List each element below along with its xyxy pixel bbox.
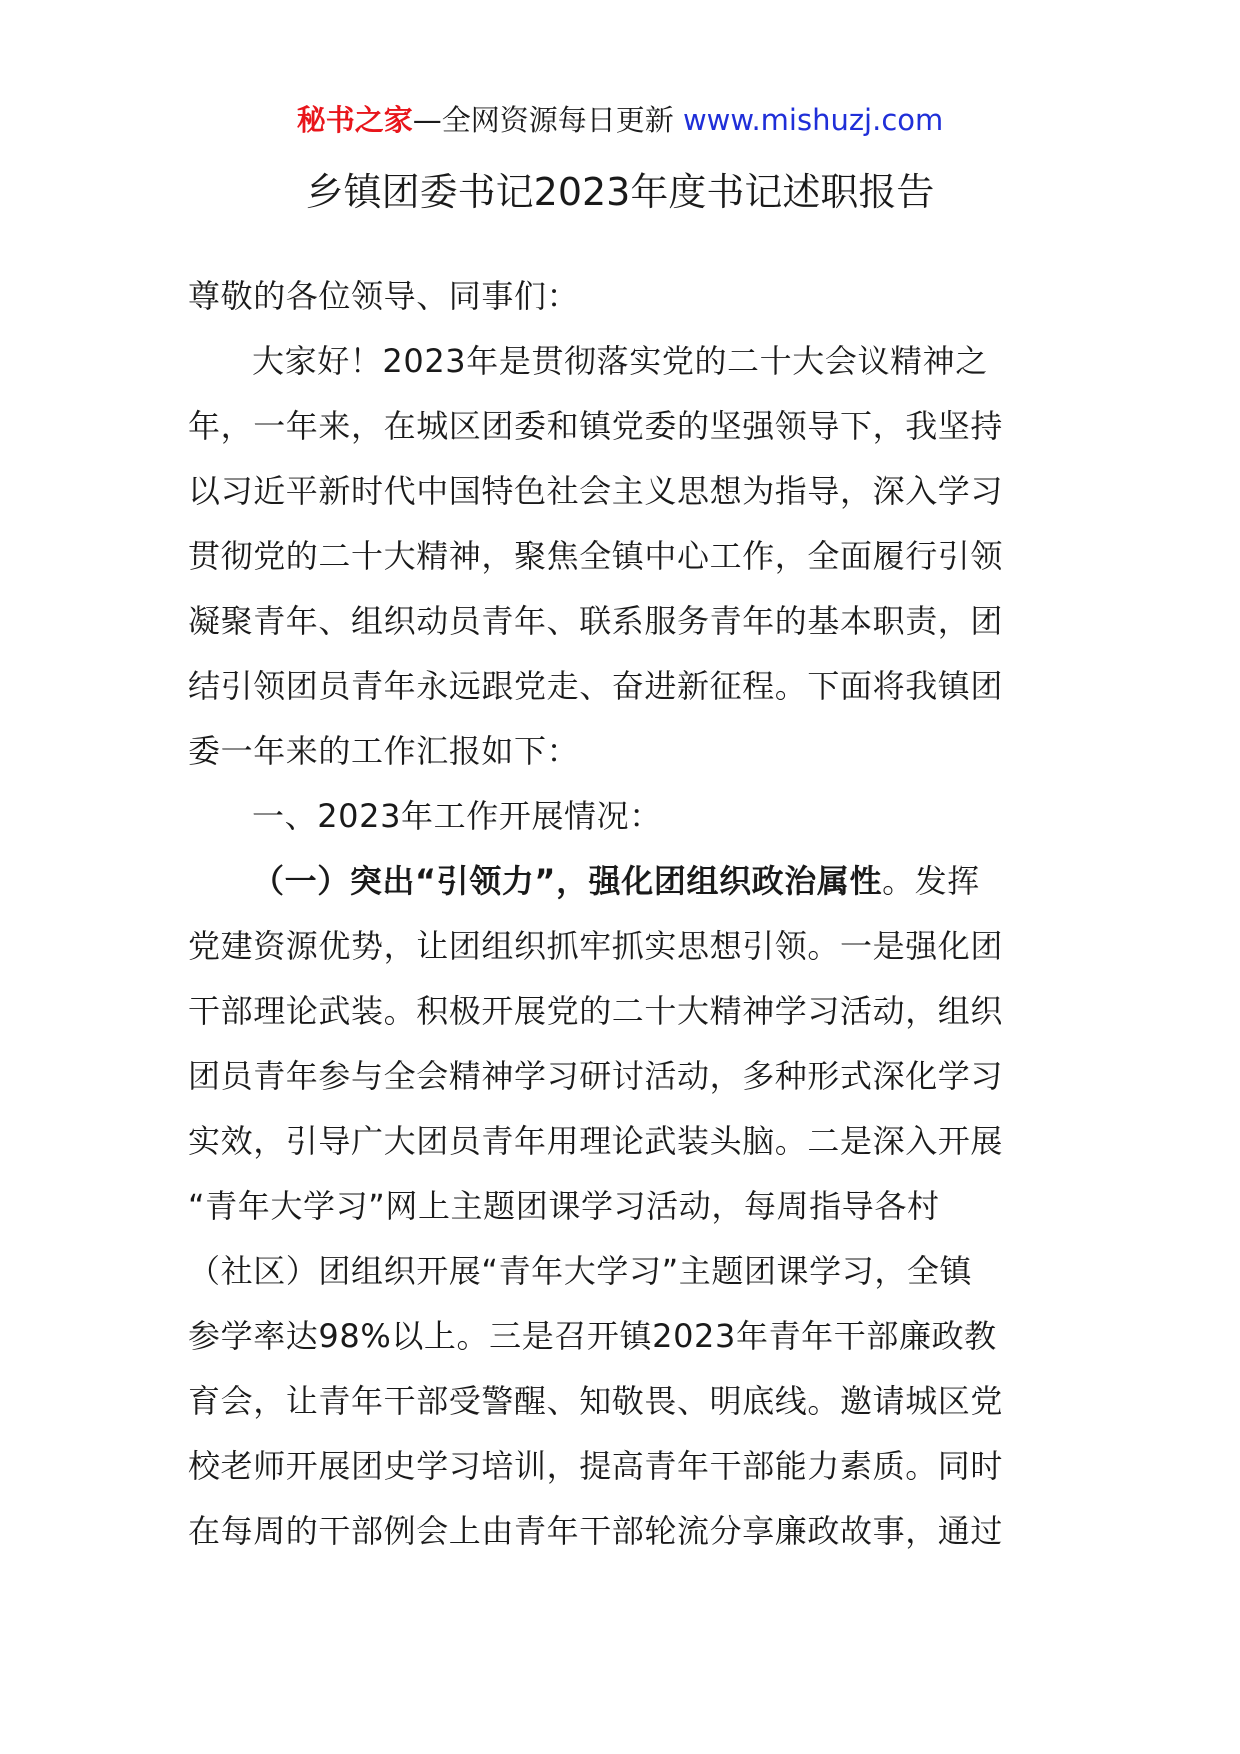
paragraph-line: 委一年来的工作汇报如下： [188,732,580,770]
section-heading-1: 一、2023年工作开展情况： [252,797,662,835]
paragraph-line: 校老师开展团史学习培训，提高青年干部能力素质。同时 [188,1447,1004,1485]
brand-name: 秘书之家 [296,103,413,137]
paragraph-line: 干部理论武装。积极开展党的二十大精神学习活动，组织 [188,992,1004,1030]
site-url[interactable]: www.mishuzj.com [682,103,944,137]
paragraph-line: “青年大学习”网上主题团课学习活动，每周指导各村 [188,1187,940,1225]
paragraph-line: 凝聚青年、组织动员青年、联系服务青年的基本职责，团 [188,602,1004,640]
paragraph-line: 团员青年参与全会精神学习研讨活动，多种形式深化学习 [188,1057,1004,1095]
paragraph-line: 以习近平新时代中国特色社会主义思想为指导，深入学习 [188,472,1004,510]
paragraph-line: 大家好！2023年是贯彻落实党的二十大会议精神之 [252,342,988,380]
paragraph-line: 结引领团员青年永远跟党走、奋进新征程。下面将我镇团 [188,667,1004,705]
salutation: 尊敬的各位领导、同事们： [188,277,580,315]
subsection-heading-bold: （一）突出“引领力”，强化团组织政治属性 [252,862,883,900]
document-body [188,264,1054,1564]
header-tagline: —全网资源每日更新 [412,103,674,137]
paragraph-line: 党建资源优势，让团组织抓牢抓实思想引领。一是强化团 [188,927,1004,965]
paragraph-line: 参学率达98%以上。三是召开镇2023年青年干部廉政教 [188,1317,997,1355]
paragraph-line: （社区）团组织开展“青年大学习”主题团课学习，全镇 [188,1252,973,1290]
site-header [0,100,1240,140]
paragraph-line: 贯彻党的二十大精神，聚焦全镇中心工作，全面履行引领 [188,537,1004,575]
paragraph-line: 在每周的干部例会上由青年干部轮流分享廉政故事，通过 [188,1512,1004,1550]
paragraph-line: 育会，让青年干部受警醒、知敬畏、明底线。邀请城区党 [188,1382,1004,1420]
subsection-heading-line [188,849,1054,914]
paragraph-line: 年，一年来，在城区团委和镇党委的坚强领导下，我坚持 [188,407,1004,445]
subsection-heading-rest: 。发挥 [882,862,980,900]
paragraph-line: 实效，引导广大团员青年用理论武装头脑。二是深入开展 [188,1122,1004,1160]
document-title: 乡镇团委书记2023年度书记述职报告 [305,170,935,214]
